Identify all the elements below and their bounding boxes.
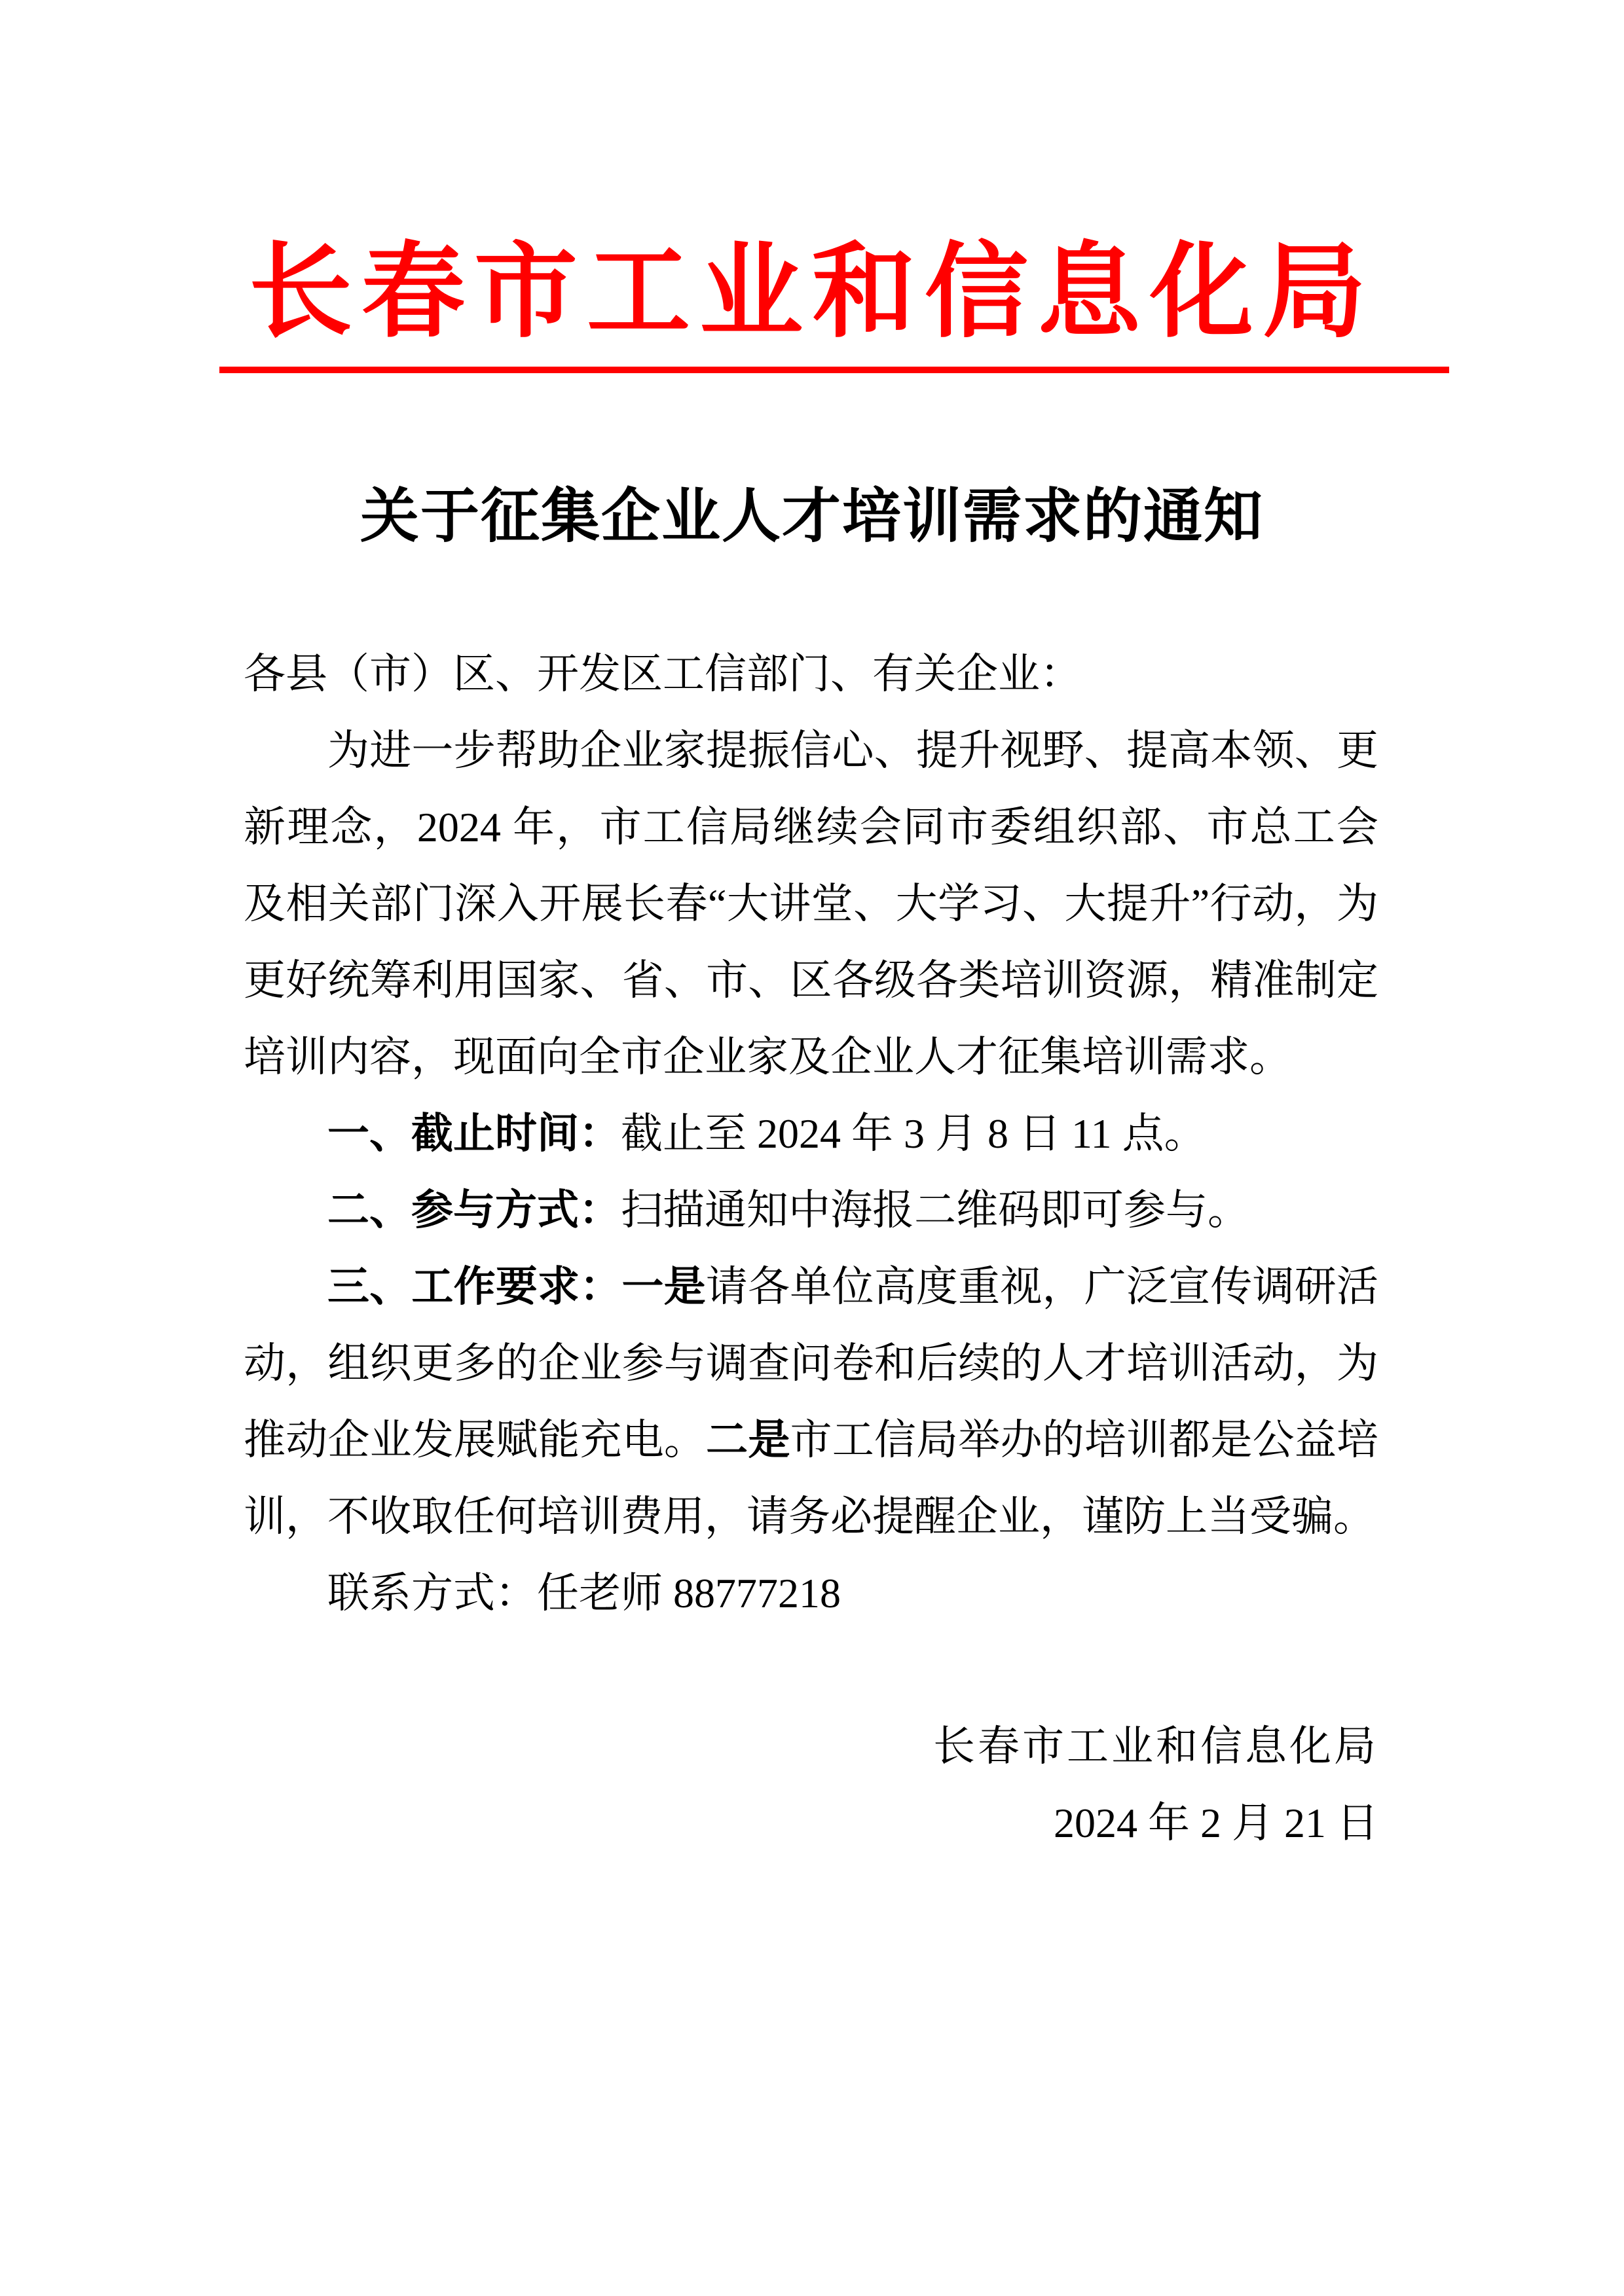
letterhead-agency-name: 长春市工业和信息化局 — [249, 236, 1375, 350]
document-title: 关于征集企业人才培训需求的通知 — [360, 484, 1264, 549]
signature-agency-name: 长春市工业和信息化局 — [933, 1723, 1378, 1770]
item-requirements-point1-text: 请各单位高度重视，广泛宣传调研活动，组织更多的企业参与调查问卷和后续的人才培训活动，为推动企业发展赋能充电。 — [244, 1264, 1379, 1463]
item-participation-text: 扫描通知中海报二维码即可参与。 — [621, 1187, 1249, 1233]
item-requirements-label: 三、工作要求： — [327, 1263, 622, 1310]
letterhead-red-rule — [219, 367, 1449, 373]
item-requirements-point2-marker: 二是 — [706, 1417, 790, 1463]
item-deadline-text: 截止至 2024 年 3 月 8 日 11 点。 — [621, 1110, 1206, 1157]
intro-paragraph: 为进一步帮助企业家提振信心、提升视野、提高本领、更新理念，2024 年，市工信局继续会同市委组织部、市总工会及相关部门深入开展长春“大讲堂、大学习、大提升”行动，为更好统筹利用国家、省、市、区各级各类培训资源，精准制定培训内容，现面向全市企业家及企业人才征集培训需求。 — [244, 727, 1378, 1080]
signature-block — [244, 1708, 1378, 1861]
item-participation-label: 二、参与方式： — [327, 1186, 621, 1233]
item-participation — [244, 1172, 1378, 1248]
item-requirements — [244, 1248, 1378, 1555]
item-deadline-label: 一、截止时间： — [327, 1110, 621, 1157]
contact-line: 联系方式：任老师 88777218 — [327, 1570, 841, 1616]
item-deadline — [244, 1095, 1378, 1172]
signature-date: 2024 年 2 月 21 日 — [1054, 1800, 1378, 1846]
salutation-line: 各县（市）区、开发区工信部门、有关企业： — [244, 651, 1082, 697]
item-requirements-point2-text: 市工信局举办的培训都是公益培训，不收取任何培训费用，请务必提醒企业，谨防上当受骗。 — [244, 1417, 1379, 1540]
item-requirements-point1-marker: 一是 — [621, 1264, 706, 1310]
document-body — [244, 636, 1378, 1861]
